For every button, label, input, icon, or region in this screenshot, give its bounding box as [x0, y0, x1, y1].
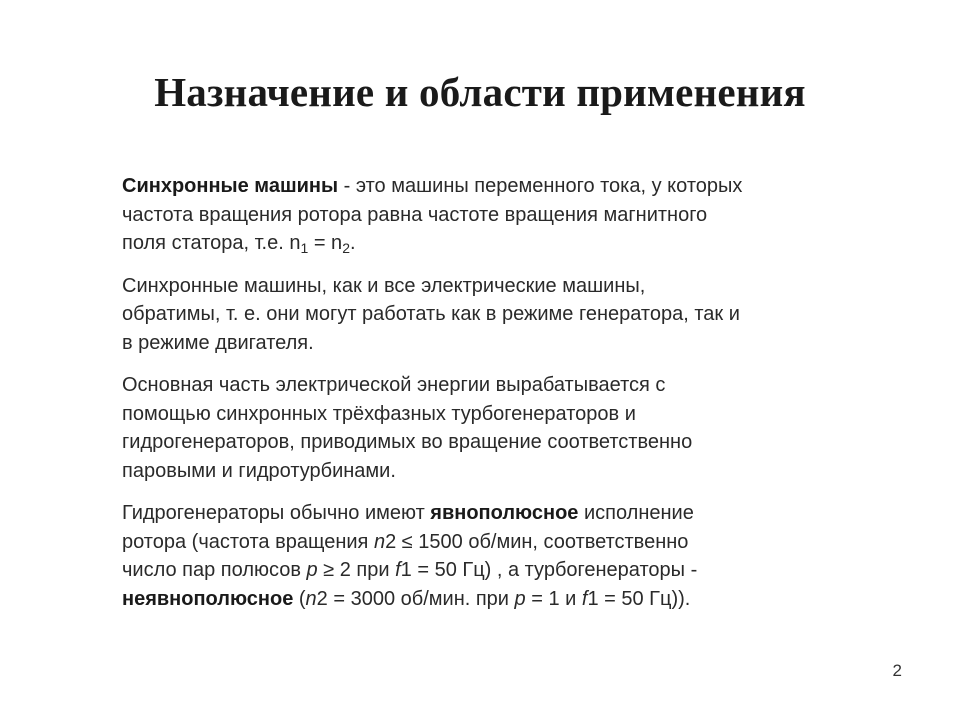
text-line: гидрогенераторов, приводимых во вращение соответственно: [122, 431, 693, 453]
paragraph-generator-types: [122, 499, 882, 613]
variable: n: [305, 587, 317, 610]
paragraph-definition: [122, 172, 882, 258]
text-span: = n: [308, 232, 343, 254]
text-line: Основная часть электрической энергии вырабатывается с: [122, 374, 666, 396]
text-line: [122, 528, 882, 557]
variable: p: [306, 559, 318, 581]
text-span: 2 = 3000 об/мин. при: [316, 587, 515, 610]
slide-body: [122, 172, 882, 627]
text-line: помощью синхронных трёхфазных турбогенераторов и: [122, 402, 636, 425]
term-salient-pole: явнополюсное: [430, 502, 579, 524]
slide-title: Назначение и области применения: [154, 69, 806, 115]
text-span: ротора (частота вращения: [122, 530, 374, 553]
text-span: исполнение: [578, 502, 694, 524]
text-line: [122, 585, 882, 614]
text-line: [122, 499, 882, 528]
text-span: число пар полюсов: [122, 559, 307, 581]
text-span: = 1 и: [525, 587, 582, 610]
variable: n: [373, 530, 386, 553]
variable: f: [581, 587, 588, 610]
text-line: частота вращения ротора равна частоте вращения магнитного: [122, 203, 708, 226]
text-line: паровыми и гидротурбинами.: [122, 459, 396, 482]
paragraph-reversibility: [122, 272, 882, 358]
term-synchronous-machines: Синхронные машины: [122, 175, 339, 197]
text-line: [122, 229, 882, 258]
text-span: .: [349, 232, 356, 254]
text-span: Гидрогенераторы обычно имеют: [122, 502, 431, 524]
subscript: 1: [300, 240, 309, 256]
term-non-salient-pole: неявнополюсное: [122, 587, 294, 610]
text-span: (: [293, 587, 306, 610]
text-span: 2 ≤ 1500 об/мин, соответственно: [385, 530, 689, 553]
text-line: в режиме двигателя.: [122, 331, 314, 354]
text-span: - это машины переменного тока, у которых: [338, 175, 743, 197]
text-span: поля статора, т.е. n: [122, 232, 301, 254]
text-line: [122, 172, 882, 201]
text-span: ≥ 2 при: [317, 559, 396, 581]
text-span: 1 = 50 Гц) , а турбогенераторы -: [400, 559, 698, 581]
text-line: Синхронные машины, как и все электрические машины,: [122, 274, 646, 297]
paragraph-energy-generation: [122, 371, 882, 485]
variable: f: [395, 559, 401, 581]
subscript: 2: [342, 240, 350, 256]
variable: p: [514, 587, 526, 610]
text-line: обратимы, т. е. они могут работать как в режиме генератора, так и: [122, 303, 740, 325]
text-span: 1 = 50 Гц)).: [587, 587, 691, 610]
text-line: [122, 556, 882, 585]
page-number: 2: [892, 661, 902, 680]
